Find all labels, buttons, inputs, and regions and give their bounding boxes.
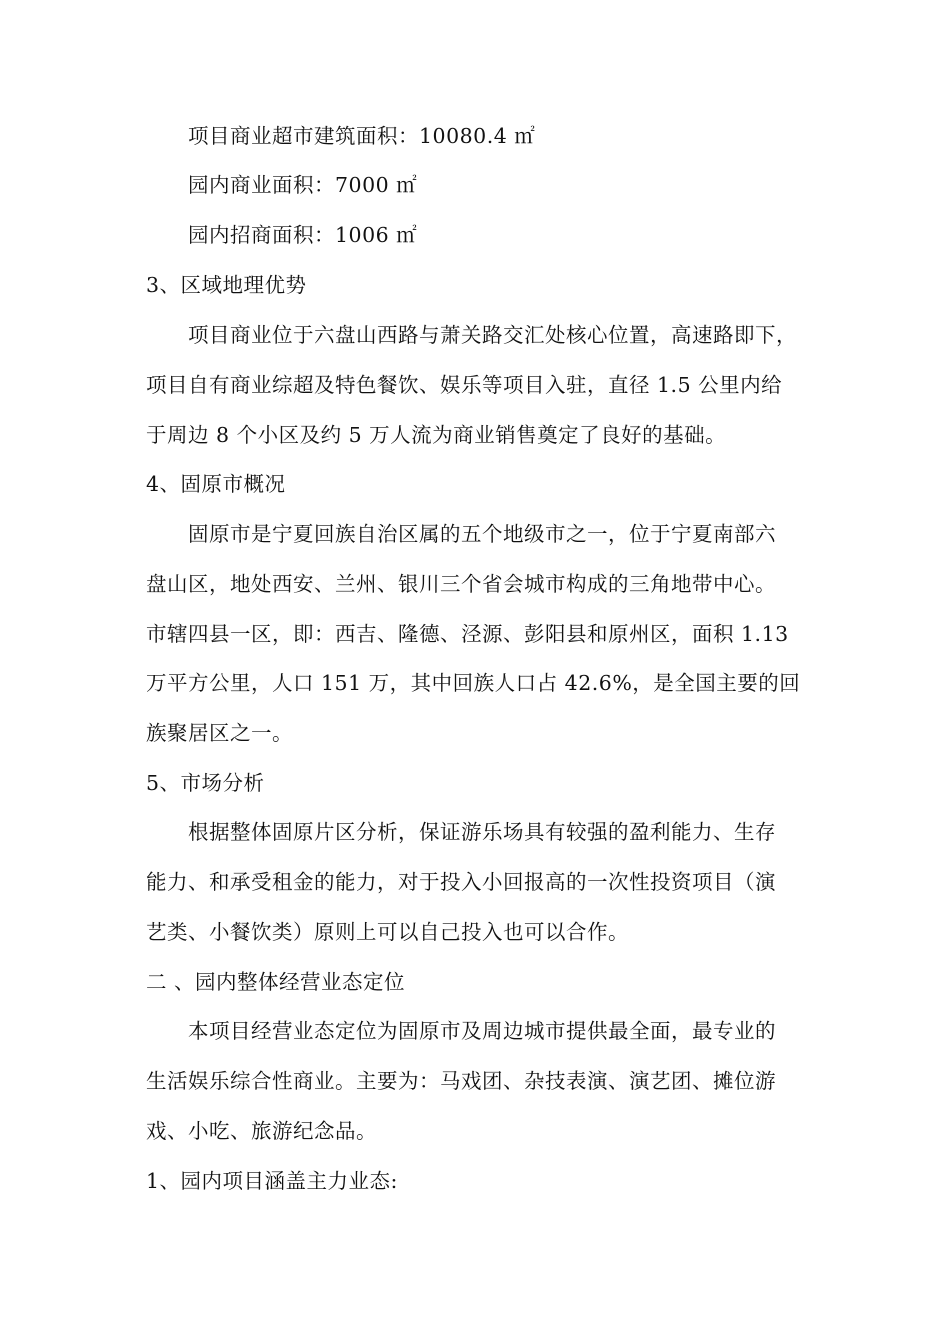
area-line-supermarket: 项目商业超市建筑面积：10080.4 ㎡ [188, 124, 536, 148]
paragraph-line: 市辖四县一区，即：西吉、隆德、泾源、彭阳县和原州区，面积 1.13 [146, 622, 789, 646]
section-heading-geography: 3、区域地理优势 [146, 273, 307, 297]
paragraph-line: 固原市是宁夏回族自治区属的五个地级市之一，位于宁夏南部六 [188, 522, 776, 546]
paragraph-line: 盘山区，地处西安、兰州、银川三个省会城市构成的三角地带中心。 [146, 572, 776, 596]
subsection-heading-main-formats: 1、园内项目涵盖主力业态: [146, 1169, 398, 1193]
paragraph-line: 生活娱乐综合性商业。主要为：马戏团、杂技表演、演艺团、摊位游 [146, 1069, 776, 1093]
area-line-investment: 园内招商面积：1006 ㎡ [188, 223, 418, 247]
area-line-commercial: 园内商业面积：7000 ㎡ [188, 173, 418, 197]
paragraph-line: 万平方公里，人口 151 万，其中回族人口占 42.6%，是全国主要的回 [146, 671, 801, 695]
paragraph-line: 艺类、小餐饮类）原则上可以自己投入也可以合作。 [146, 920, 629, 944]
paragraph-line: 能力、和承受租金的能力，对于投入小回报高的一次性投资项目（演 [146, 870, 776, 894]
section-heading-positioning: 二 、园内整体经营业态定位 [146, 970, 406, 994]
paragraph-line: 项目自有商业综超及特色餐饮、娱乐等项目入驻，直径 1.5 公里内给 [146, 373, 783, 397]
paragraph-line: 项目商业位于六盘山西路与萧关路交汇处核心位置，高速路即下， [188, 323, 797, 347]
paragraph-line: 族聚居区之一。 [146, 721, 293, 745]
paragraph-line: 戏、小吃、旅游纪念品。 [146, 1119, 377, 1143]
section-heading-guyuan: 4、固原市概况 [146, 472, 286, 496]
paragraph-line: 本项目经营业态定位为固原市及周边城市提供最全面，最专业的 [188, 1019, 776, 1043]
paragraph-line: 于周边 8 个小区及约 5 万人流为商业销售奠定了良好的基础。 [146, 423, 727, 447]
section-heading-market: 5、市场分析 [146, 771, 265, 795]
paragraph-line: 根据整体固原片区分析，保证游乐场具有较强的盈利能力、生存 [188, 820, 776, 844]
